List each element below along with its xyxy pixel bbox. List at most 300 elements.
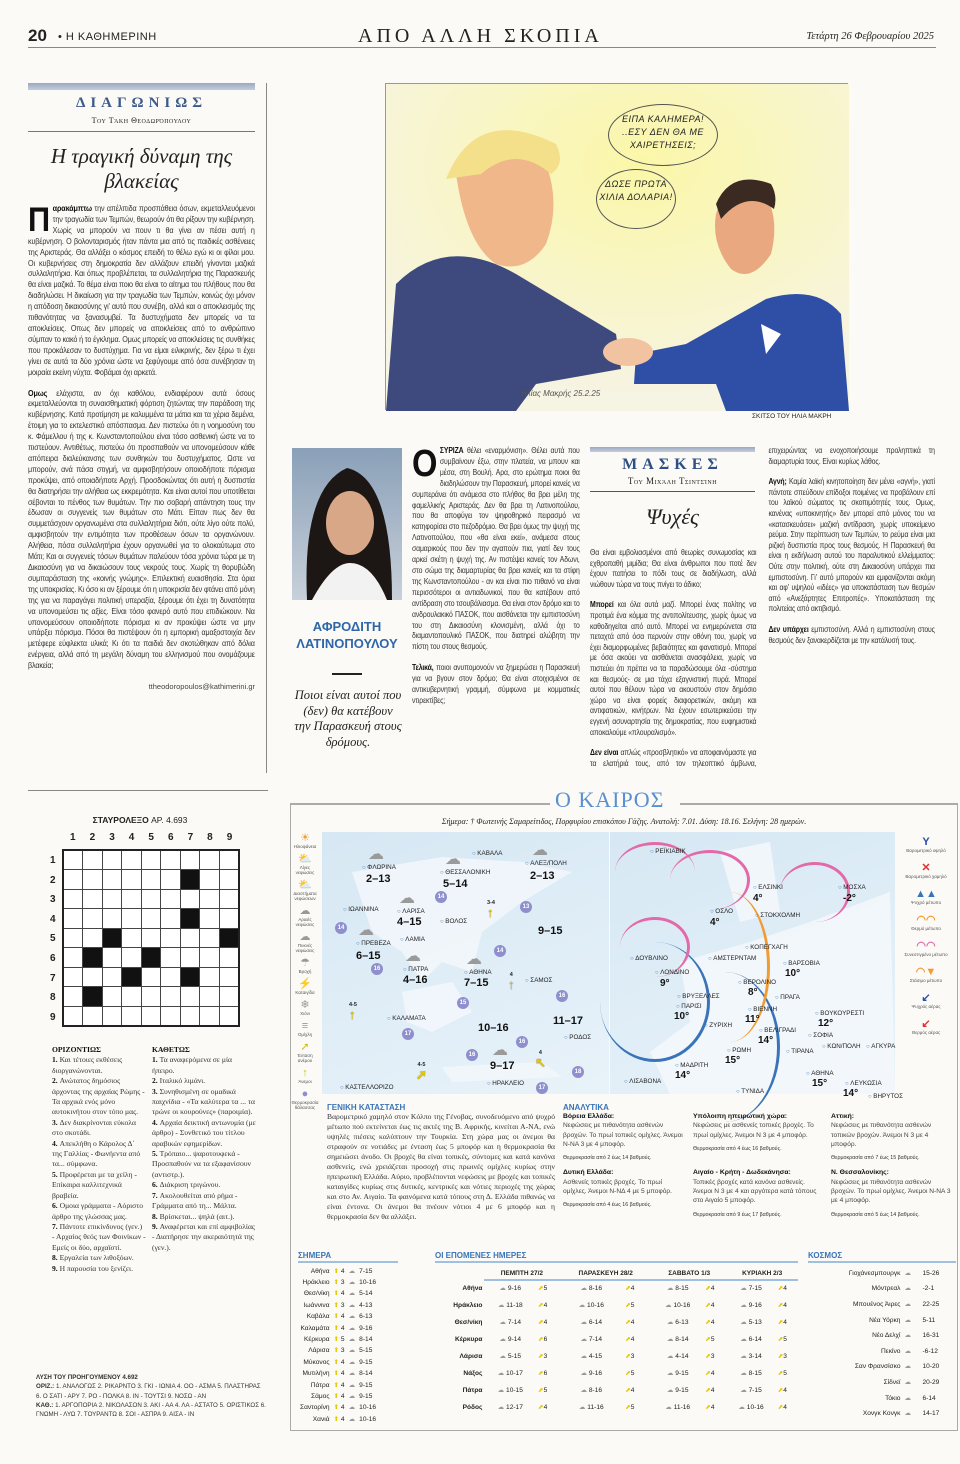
wind [623, 1382, 652, 1399]
city-label: ○ ΒΟΛΟΣ [440, 918, 467, 927]
temp-value: 6-14 [588, 1318, 603, 1326]
grid-cell[interactable] [219, 948, 239, 968]
grid-cell[interactable] [219, 889, 239, 909]
city-name: Μπουένος Άιρες [852, 1300, 901, 1308]
grid-cell[interactable] [102, 909, 122, 929]
wind-arrow-icon: 4 ↑ [508, 972, 515, 992]
cloud-icon: ☁ [580, 1352, 589, 1360]
cloud-icon: ☁ [348, 1336, 356, 1344]
clue [152, 1087, 256, 1118]
region-name: Αιγαίο - Κρήτη - Δωδεκάνησα: [693, 1169, 791, 1177]
cloud-icon: ☁ [405, 948, 421, 965]
grid-cell[interactable] [219, 870, 239, 890]
clue-number: 6. [52, 1201, 60, 1211]
legend-icon: ⛅ [298, 879, 312, 891]
column-number: 2 [89, 832, 96, 843]
grid-cell[interactable] [83, 967, 103, 987]
grid-cell[interactable] [161, 870, 181, 890]
grid-cell[interactable] [102, 850, 122, 870]
grid-cell[interactable] [122, 889, 142, 909]
grid-cell[interactable] [161, 909, 181, 929]
table-row [808, 1297, 956, 1313]
legend-item [897, 862, 955, 879]
city-name: Νέα Υόρκη [869, 1316, 901, 1324]
sea-temperature: 17 [536, 1082, 548, 1094]
cloud-icon: ☁ [740, 1386, 749, 1394]
temp-value: 9-16 [748, 1301, 762, 1309]
legend-icon: ▲▲ [915, 888, 937, 900]
table-row [298, 1312, 378, 1323]
cloud-icon: ☁ [499, 1335, 508, 1343]
city-temperature: 4–15 [397, 916, 422, 928]
column-author: Του Τάκη Θεοδωρόπουλου [91, 116, 192, 125]
sea-temperature: 16 [556, 990, 568, 1002]
grid-cell[interactable] [63, 928, 83, 948]
city-name: Πάτρα [310, 1381, 330, 1389]
column-number: 9 [226, 832, 233, 843]
cloud-icon: ☁ [904, 1269, 912, 1277]
grid-cell[interactable] [219, 967, 239, 987]
grid-cell[interactable] [83, 1006, 103, 1026]
grid-cell[interactable] [161, 928, 181, 948]
legend-icon: ↑ [302, 1067, 308, 1079]
legend-icon: ◠◠ [916, 914, 936, 926]
wind [332, 1266, 347, 1277]
temp-value: 5-13 [748, 1318, 762, 1326]
grid-cell[interactable] [200, 850, 220, 870]
grid-cell[interactable] [180, 1006, 200, 1026]
city-label: ○ ΚΑΛΑΜΑΤΑ [387, 1015, 426, 1024]
solution-title: ΛΥΣΗ ΤΟΥ ΠΡΟΗΓΟΥΜΕΝΟΥ 4.692 [36, 1374, 138, 1381]
wind-force: 4 [710, 1403, 715, 1411]
grid-cell[interactable] [161, 987, 181, 1007]
temperature: 9-15 [359, 1358, 373, 1366]
wind-arrow-icon: ⬆ [333, 1336, 341, 1344]
grid-cell[interactable] [200, 967, 220, 987]
city-temperature: 2–13 [366, 873, 391, 885]
legend-item [897, 940, 955, 957]
city-temperature: 4° [753, 893, 763, 904]
cloud-icon: ☁ [904, 1285, 912, 1293]
legend-icon: ◠▼ [915, 966, 937, 978]
grid-cell[interactable] [141, 1006, 161, 1026]
wind [703, 1331, 726, 1348]
temperature [484, 1348, 536, 1365]
city-name: Θεσ/νίκη [454, 1318, 483, 1326]
legend-item [897, 992, 955, 1009]
wind-force: 4 [340, 1370, 345, 1378]
grid-cell[interactable] [200, 948, 220, 968]
row-number: 6 [50, 952, 56, 964]
grid-cell[interactable] [200, 889, 220, 909]
grid-cell[interactable] [83, 850, 103, 870]
wind-force: 4 [630, 1386, 635, 1394]
wind [536, 1399, 559, 1416]
wind-arrow-icon: 3-4 ↑ [487, 900, 495, 920]
grid-cell[interactable] [200, 987, 220, 1007]
grid-cell[interactable] [102, 987, 122, 1007]
temperature [726, 1280, 775, 1297]
region-temperature: Θερμοκρασία από 4 έως 16 βαθμούς. [693, 1145, 782, 1152]
down-title: ΚΑΘΕΤΩΣ [152, 1045, 190, 1054]
cloud-icon: ☁ [348, 1301, 356, 1309]
grid-row [63, 967, 239, 987]
wind-force: 4 [340, 1415, 345, 1423]
legend-icon: ➚ [300, 1041, 310, 1053]
legend-item [291, 832, 319, 849]
temp-value: 12-17 [506, 1403, 523, 1411]
wind-force: 3 [710, 1352, 715, 1360]
paragraph: την απέλπιδα προσπάθεια όσων, εκμεταλλευόμενοι την τραγωδία των Τεμπών, θεωρούν ότι θα ρίξουν την κυβέρνηση. Χωρίς να μπορούν να πουν τι θα γίνει αν πέσει αυτή η κυβέρνηση. Ο βολονταρισμός ήταν πάντα μια από τις παιδικές ασθένειες της Αριστεράς. Θα αλλάξει ο κόσμος επειδή το θέλω εγώ κι οι φίλοι μου. Οι κυβερνήσεις στη δημοκρατία δεν αλλάζουν επειδή γίνονται μαζικά συλλαλητήρια. Και όπως προβλέπεται, τα συλλαλητήρια της Παρασκευής θα είναι μαζικά. Το θέμα είναι ποιο θα είναι το αίτημα του πλήθους που θα διαδηλώσει. Η δικαίωση για την τραγωδία των Τεμπών, κοινώς όχι μόνον η απόδοση δικαιοσύνης γι' αυτό που συνέβη, αλλά και ο αποκλεισμός της πιθανότητας να ξανασυμβεί. Τα δυστυχήματα δεν μπορείς να τα αποκλείσεις. Οπως δεν μπορείς να αποκλείσεις από το ανθρώπινο σύμπαν το κακό ή το έγκλημα. Ομως μπορείς να αποκλείσεις τις συνθήκες που προκάλεσαν το δυστύχημα. Για να είμαι ειλικρινής, δεν ξέρω τι έχει γίνει σε αυτά τα δύο χρόνια ώστε να ξεφύγουμε από όσα συνέβησαν τη μοιραία εκείνη νύχτα. Φοβάμαι όχι αρκετά. [28, 204, 255, 377]
grid-cell[interactable] [141, 889, 161, 909]
wind-arrow-icon: ⬆ [333, 1358, 341, 1366]
city-temperature: 7–15 [464, 977, 489, 989]
sea-temperature: 17 [402, 1028, 414, 1040]
legend-icon: ❄ [300, 999, 310, 1011]
black-cell [180, 909, 200, 929]
city-label: ○ ΟΣΛΟ [710, 908, 733, 917]
region-temperature: Θερμοκρασία από 7 έως 15 βαθμούς. [831, 1155, 920, 1162]
wind-arrow-icon: ⬈ [705, 1352, 711, 1360]
clues-across [52, 1045, 146, 1274]
clue-number: 9. [52, 1263, 60, 1273]
grid-cell[interactable] [102, 889, 122, 909]
wind-force: 6 [543, 1335, 548, 1343]
grid-row [63, 928, 239, 948]
legend-item [291, 931, 319, 953]
table-row [808, 1344, 956, 1360]
cloud-icon: ☁ [399, 890, 415, 907]
cloud-icon: ☁ [580, 1335, 589, 1343]
legend-label: Ομίχλη [297, 1032, 313, 1037]
grid-cell[interactable] [63, 850, 83, 870]
grid-cell[interactable] [122, 987, 142, 1007]
wind [703, 1314, 726, 1331]
grid-cell[interactable] [83, 909, 103, 929]
city-name: Λάρισα [459, 1352, 483, 1360]
cloud-icon: ☁ [348, 1324, 356, 1332]
temperature [726, 1348, 775, 1365]
table-row [298, 1391, 378, 1402]
legend-label: Στάσιμο μέτωπο [909, 978, 943, 983]
wind-force: 4 [543, 1403, 548, 1411]
clue-text: Δεν διακρίνονται εύκολα στο σκοτάδι. [52, 1117, 136, 1138]
wind-force: 5 [630, 1403, 635, 1411]
region-forecast: Νεφώσεις με πιθανότητα ασθενών τοπικών βροχών. Άνεμοι Ν 3 με 4 μποφόρ. [831, 1122, 932, 1148]
clue [152, 1118, 256, 1149]
world-title: ΚΟΣΜΟΣ [808, 1251, 956, 1263]
wind [703, 1382, 726, 1399]
temperature: 10-16 [359, 1279, 377, 1287]
temp-value: 6-14 [748, 1335, 762, 1343]
city-name: Χανιά [312, 1415, 330, 1423]
grid-cell[interactable] [63, 889, 83, 909]
next-days-section [435, 1251, 798, 1416]
legend-icon: ⚡ [298, 978, 312, 990]
temp-value: 9-15 [675, 1369, 689, 1377]
temperature [484, 1382, 536, 1399]
wind-force: 4 [783, 1318, 787, 1326]
city-temperature: 6–15 [356, 950, 381, 962]
city-name: Αθήνα [310, 1267, 330, 1275]
city-label: ○ ΚΟΠΕΓΧΑΓΗ [745, 944, 788, 953]
grid-cell[interactable] [102, 870, 122, 890]
wind-force: 5 [543, 1386, 548, 1394]
grid-cell[interactable] [161, 889, 181, 909]
wind-force: 4 [340, 1290, 345, 1298]
temperature [559, 1297, 623, 1314]
today-title: ΣΗΜΕΡΑ [298, 1251, 398, 1263]
pull-quote: Ποιοι είναι αυτοί που (δεν) θα κατέβουν την Παρασκευή στους δρόμους. [294, 688, 402, 749]
legend-label: Βαρομετρικό χαμηλό [905, 874, 947, 879]
author-email[interactable]: ttheodoropoulos@kathimerini.gr [148, 682, 255, 692]
temperature [559, 1365, 623, 1382]
grid-cell[interactable] [219, 987, 239, 1007]
header-spacer [590, 446, 756, 548]
profile-photo [292, 448, 402, 600]
table-row [808, 1282, 956, 1298]
table-row [435, 1399, 798, 1416]
city-label: ○ ΜΑΔΡΙΤΗ [675, 1062, 708, 1071]
wind-arrow-icon: ⬆ [333, 1301, 341, 1309]
column-name: ΔΙΑΓΩΝΙΩΣ [75, 95, 208, 111]
temperature [559, 1348, 623, 1365]
grid-cell[interactable] [122, 928, 142, 948]
grid-cell[interactable] [141, 909, 161, 929]
temp-value: 9-15 [675, 1386, 689, 1394]
city-label: ○ ΔΟΥΒΛΙΝΟ [630, 955, 668, 964]
grid-cell[interactable] [63, 1006, 83, 1026]
clue-text: Τα αναφερόμενα σε μία ήπειρο. [152, 1055, 232, 1075]
city-label: ○ ΚΑΒΑΛΑ [472, 850, 503, 859]
wind-arrow-icon: 4-5 ↑ [349, 1002, 357, 1022]
cloud-icon: ☁ [532, 842, 548, 859]
grid-cell[interactable] [63, 870, 83, 890]
grid-cell[interactable] [63, 948, 83, 968]
lead-bold: Δεν είναι [590, 748, 619, 758]
city-name: Καβάλα [306, 1313, 330, 1321]
cloud-icon: ☁ [578, 1403, 588, 1411]
grid-cell[interactable] [63, 909, 83, 929]
table-row [298, 1334, 378, 1345]
table-row [298, 1414, 378, 1425]
table-row [435, 1348, 798, 1365]
general-situation [327, 1103, 555, 1222]
wind-force: 5 [543, 1285, 548, 1293]
cloud-icon: ☁ [740, 1369, 749, 1377]
cloud-icon: ☁ [740, 1318, 749, 1326]
clue-number: 9. [152, 1221, 160, 1231]
grid-cell[interactable] [122, 1006, 142, 1026]
clue-text: Ιταλικό λιμάνι. [159, 1076, 206, 1086]
cloud-icon: ☁ [580, 1318, 589, 1326]
header-rule [28, 47, 936, 48]
temp-value: 11-16 [673, 1403, 691, 1411]
lead-bold: Μπορεί [590, 600, 614, 610]
legend-icon: ↙ [921, 992, 931, 1004]
cloud-icon: ☁ [904, 1300, 912, 1308]
city-name: Νάξος [463, 1369, 483, 1377]
wind [332, 1369, 347, 1380]
temperature: 15-26 [922, 1269, 940, 1277]
cloud-icon: ☁ [499, 1318, 508, 1326]
cloud-icon: ☁ [466, 951, 482, 968]
solution-label: ΟΡΙΖ.: [36, 1383, 55, 1391]
cloud-icon: ☁ [904, 1378, 912, 1386]
city-temperature: 4° [710, 917, 720, 928]
city-label: ○ ΗΡΑΚΛΕΙΟ [487, 1080, 524, 1089]
grid-cell[interactable] [141, 928, 161, 948]
city-label: ○ ΛΑΡΙΣΑ [397, 908, 425, 917]
wind-arrow-icon: ⬈ [625, 1285, 631, 1293]
wind-force: 5 [630, 1301, 635, 1309]
wind [332, 1391, 347, 1402]
row-number: 8 [50, 992, 56, 1004]
grid-cell[interactable] [161, 948, 181, 968]
city-name: Κέρκυρα [455, 1335, 483, 1343]
grid-cell[interactable] [219, 850, 239, 870]
wind-arrow-icon: ⬈ [538, 1386, 544, 1394]
paragraph: Καμία λαϊκή κινητοποίηση δεν μένει «αγνή», γιατί πάντοτε σπεύδουν επίδοξοι ποιμένες να προβάλουν επί του λαϊκού σώματος τις σκοπιμότητές τους. Ομως, κανένας «υποκινητής» δεν μπορεί από μόνος του να «κατασκευάσει» μαζική αντίδραση, χωρίς υποκείμενο ρεύμα. Στην περίπτωση των Τεμπών, το ρεύμα είναι μια ριζική δυσπιστία προς τους θεσμούς. Η Παρασκευή θα είναι η εκδήλωση αυτού του παραλυτικού ελλείμματος: Ούτε στην πολιτική, ούτε στη Δικαιοσύνη υπάρχει πια εμπιστοσύνη. Γι' αυτό μπορούν και εμφανίζονται ακόμη και αφ' υψηλού «ιδέες» για υποκατάσταση των θεσμών από «Ανεξάρτητες Επιτροπές». Υποκατάσταση της πολιτείας από ακτιβισμό. [768, 477, 935, 614]
table-row [435, 1297, 798, 1314]
grid-cell[interactable] [161, 1006, 181, 1026]
clue-number: 6. [152, 1180, 160, 1190]
previous-solution [36, 1373, 266, 1419]
wind-arrow-icon: ⬈ [538, 1352, 544, 1360]
grid-cell[interactable] [63, 967, 83, 987]
wind [776, 1280, 798, 1297]
wind-force: 4 [543, 1318, 548, 1326]
analytic-region [563, 1168, 683, 1219]
city-label: ○ ΑΘΗΝΑ [806, 1070, 834, 1079]
grid-cell[interactable] [141, 850, 161, 870]
paragraph: ποιοι ανυπομονούν να ξημερώσει η Παρασκευή για να βγουν στον δρόμο; Θα είναι στοιχισμένοι σε αντικυβερνητική γραμμή, σύμφωνα με κομματικές ντιρεκτίβες; [412, 663, 580, 705]
grid-cell[interactable] [180, 889, 200, 909]
clue-text: Και τέτοιες εκθέσεις διοργανώνονται. [52, 1055, 123, 1075]
grid-cell[interactable] [180, 850, 200, 870]
wind-force: 5 [340, 1336, 345, 1344]
region-forecast: Νεφώσεις με πιθανότητα ασθενών βροχών. Το πρωί τοπικές ομίχλες. Άνεμοι Ν-ΝΑ 3 με 4 μποφόρ. [563, 1122, 683, 1148]
wind [332, 1357, 347, 1368]
row-number: 4 [50, 913, 56, 925]
city-label: ○ ΒΟΥΚΟΥΡΕΣΤΙ [815, 1010, 864, 1019]
row-number: 7 [50, 972, 56, 984]
table-row [298, 1289, 378, 1300]
grid-cell[interactable] [161, 967, 181, 987]
grid-cell[interactable] [200, 909, 220, 929]
clue-text: Ανώτατος δημόσιος άρχοντας της αρχαίας Ρώμης - Τα αρχικά ενός μόνο αυτοκινήτου στον τόπο μας. [52, 1076, 145, 1117]
city-temperature: -2° [843, 893, 856, 904]
grid-cell[interactable] [83, 870, 103, 890]
grid-cell[interactable] [141, 987, 161, 1007]
cloud-icon: ☁ [497, 1386, 507, 1394]
legend-label: Άνεμοι [298, 1079, 312, 1084]
cloud-icon: ☁ [740, 1335, 749, 1343]
temperature [726, 1297, 775, 1314]
day-header: ΠΑΡΑΣΚΕΥΗ 28/2 [559, 1269, 652, 1280]
grid-cell[interactable] [180, 928, 200, 948]
temperature: 9-16 [359, 1324, 373, 1332]
wind-arrow-icon: ⬈ [538, 1403, 544, 1411]
legend-label: Θερμοκρασία θάλασσας [291, 1100, 319, 1110]
grid-cell[interactable] [180, 987, 200, 1007]
grid-row [63, 870, 239, 890]
wind-arrow-icon: ⬈ [705, 1369, 711, 1377]
clue-number: 3. [152, 1086, 160, 1096]
city-label: ○ ΒΕΡΟΛΙΝΟ [738, 979, 776, 988]
city-label: ○ ΑΓΚΥΡΑ [866, 1043, 895, 1052]
cloud-icon: ☁ [580, 1386, 589, 1394]
grid-cell[interactable] [102, 948, 122, 968]
legend-label: Καταιγίδα [295, 990, 315, 995]
temp-value: 8-16 [588, 1386, 603, 1394]
wind-arrow-icon: ⬈ [625, 1352, 631, 1360]
city-label: ○ ΙΩΑΝΝΙΝΑ [343, 906, 379, 915]
grid-cell[interactable] [161, 850, 181, 870]
grid-cell[interactable] [122, 948, 142, 968]
wind-force: 4-5 [417, 1062, 426, 1068]
grid-cell[interactable] [83, 889, 103, 909]
cloud-icon: ☁ [904, 1347, 912, 1355]
temp-value: 11-18 [506, 1301, 523, 1309]
region-name: Υπόλοιπη ηπειρωτική χώρα: [693, 1113, 788, 1120]
grid-cell[interactable] [102, 1006, 122, 1026]
table-header-row [435, 1269, 798, 1280]
wind-force: 3 [630, 1352, 635, 1360]
grid-cell[interactable] [200, 1006, 220, 1026]
grid-cell[interactable] [180, 948, 200, 968]
wind-force: 4 [783, 1386, 787, 1394]
grid-cell[interactable] [122, 850, 142, 870]
cloud-icon: ☁ [348, 1370, 356, 1378]
black-cell [180, 870, 200, 890]
wind [776, 1382, 798, 1399]
table-row [298, 1380, 378, 1391]
cartoon-caption: ΣΚΙΤΣΟ ΤΟΥ ΗΛΙΑ ΜΑΚΡΗ [752, 413, 832, 420]
paragraph: εμπιστοσύνη. Αλλά η εμπιστοσύνη στους θεσμούς δεν ξανακερδίζεται με την κατάλυσή τους. [768, 624, 935, 645]
clue-text: Ομοια γράμματα - Αόριστο άρθρο της γλώσσας μας. [52, 1201, 144, 1221]
grid-cell[interactable] [63, 987, 83, 1007]
grid-cell[interactable] [141, 967, 161, 987]
city-label: ○ ΤΙΡΑΝΑ [786, 1048, 814, 1057]
paragraph: ελάχιστα, αν όχι καθόλου, ενδιαφέρουν αυτά όσους εκμεταλλεύονται τη συναισθηματική φόρτιση ζητώντας την παράδοση της κυβέρνησης. Κατά προτίμηση με καλυμμένα τα μάτια και τα χέρια δεμένα, έτοιμη για το εκτελεστικό απόσπασμα. Δεν πιστεύω ότι η νοημοσύνη του κ. Φάμελλου ή της κ. Κωνσταντοπούλου είναι τόσο ασθενική ώστε να το πιστεύουν. Αντιθέτως, πιστεύω ότι προσπαθούν να υπονομεύσουν κάθε απόπειρα διαλεύκανσης των συνθηκών του δυστυχήματος. Ωστε να μπορούν, ανά πάσα στιγμή, να αμφισβητήσουν οποιοδήποτε πόρισμα προκύψει, από οποιαδήποτε Αρχή. Προσδοκώντας ότι αυτή η δυσπιστία θα διατηρήσει την αλήθεια ως εκκρεμότητα. Και είναι αυτοί που υποτίθεται σέβονται το πένθος των θυμάτων. Την πιο σοβαρή απάντηση τους την έδωσαν οι συγγενείς των θυμάτων στο Μάτι. Είπαν πως δεν θα συμμετάσχουν οργανωμένα στα συλλαλητήρια διότι, ούτε λίγο ούτε πολύ, αμφισβητούν την εντιμότητα των προθέσεων όσων τα οργανώνουν. Αλήθεια, πόσα συλλαλητήρια έχουν οργανωθεί για το ολοκαύτωμα στο Μάτι; Και οι συγγενείς τόσων θυμάτων παλεύουν τόσα χρόνια τώρα με τη Δικαιοσύνη για να δικαιώσουν τους νεκρούς τους. Χωρίς τη θορυβώδη συμπαράσταση της «κοινής γνώμης». Επιλεκτική ευαισθησία. Στα όρια της υποκρισίας. Κι όσο κι αν ξέρουμε ότι η υποκρισία δεν φτάνει από μόνη της για να παραγάγει πολιτική υπεραξία, ξέρουμε ότι έχει τη δυνατότητα να υπονομεύσει τις αξίες. Είναι τόσο φανερό αυτό που επιδιώκουν. Να υπονομεύσουν οποιοδήποτε πόρισμα κι αν προκύψει ώστε να μην υπάρξει πόρισμα. Πόσοι θα πιστέψουν ότι η εμπορική αμαξοστοιχία δεν μετέφερε εύφλεκτα υλικά; Κι ότι τα παιδιά δεν σκοτώθηκαν από δόλια ενέργεια, αλλά από τη μεγάλη δύναμη του ελληνισμού που ονομάζουμε βλακεία; [28, 388, 255, 671]
wind-arrow-icon: ⬈ [777, 1285, 784, 1293]
city-label: ○ ΜΟΣΧΑ [838, 884, 866, 893]
sea-temperature: 15 [457, 997, 469, 1009]
cloud-icon: ☁ [740, 1301, 749, 1309]
grid-cell[interactable] [219, 1006, 239, 1026]
legend-label: Ηλιοφάνεια [293, 844, 317, 849]
grid-cell[interactable] [122, 870, 142, 890]
wind-force: 5 [710, 1335, 715, 1343]
grid-cell[interactable] [122, 909, 142, 929]
grid-cell[interactable] [200, 928, 220, 948]
temp-value: 4-15 [588, 1352, 603, 1360]
legend-item [291, 1067, 319, 1084]
grid-cell[interactable] [102, 967, 122, 987]
clue [152, 1055, 256, 1076]
city-name: Ηράκλειο [453, 1301, 483, 1309]
grid-cell[interactable] [219, 909, 239, 929]
grid-cell[interactable] [83, 928, 103, 948]
legend-icon: ☂ [300, 957, 310, 969]
grid-cell[interactable] [200, 870, 220, 890]
clue [52, 1201, 146, 1222]
city-temperature: 9–17 [490, 1060, 515, 1072]
legend-label: Πυκνές νεφώσεις [295, 943, 315, 953]
clue-number: 7. [152, 1190, 160, 1200]
grid-cell[interactable] [141, 870, 161, 890]
